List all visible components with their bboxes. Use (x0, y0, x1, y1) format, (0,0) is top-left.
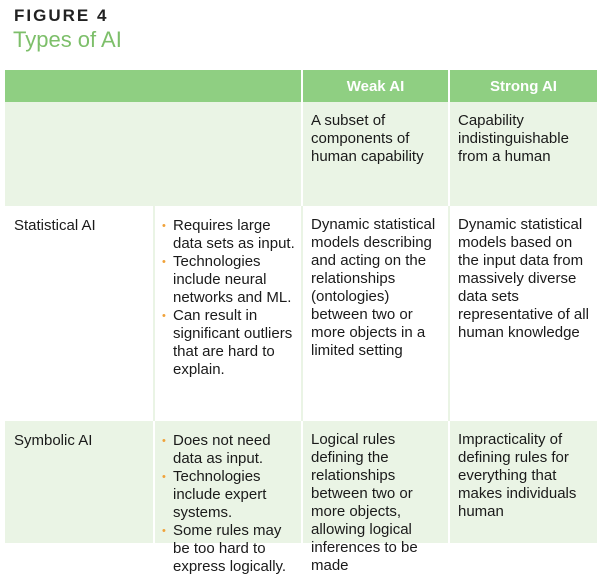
figure-title: Types of AI (13, 27, 122, 52)
row-label-cell (5, 421, 153, 543)
list-item: • Requires large data sets as input. (155, 217, 301, 253)
row-label-statistical-ai: Statistical AI (14, 217, 96, 234)
definition-strong-text: Capability indistinguishable from a human (458, 112, 569, 165)
weak-ai-cell (303, 421, 448, 574)
bullets-cell (155, 421, 301, 575)
definition-weak-cell (303, 102, 448, 206)
table-row-statistical-ai (5, 206, 597, 421)
list-item: • Does not need data as input. (155, 432, 301, 468)
bullets-cell (155, 206, 301, 421)
statistical-strong-text: Dynamic statistical models based on the input data from massively diverse data sets representative of all human knowledge (458, 216, 589, 341)
table-row-symbolic-ai (5, 421, 597, 575)
header-cell-weak-ai (303, 70, 448, 102)
symbolic-strong-text: Impracticality of defining rules for everything that makes individuals human (458, 431, 577, 520)
header-weak-ai: Weak AI (346, 77, 405, 95)
strong-ai-cell (450, 206, 597, 421)
row-label-cell (5, 206, 153, 421)
symbolic-weak-text: Logical rules defining the relationships between two or more objects, allowing logical inferences to be made (311, 431, 418, 574)
definition-weak-text: A subset of components of human capability (311, 112, 424, 165)
list-item: • Technologies include expert systems. (155, 468, 301, 522)
statistical-weak-text: Dynamic statistical models describing and acting on the relationships (ontologies) between two or more objects in a limited setting (311, 216, 436, 359)
list-item: • Some rules may be too hard to express logically. (155, 522, 301, 576)
table-header-row (5, 70, 597, 102)
figure-label: FIGURE 4 (14, 6, 109, 25)
header-strong-ai: Strong AI (490, 77, 557, 95)
strong-ai-cell (450, 421, 597, 543)
list-item: • Can result in significant outliers that are hard to explain. (155, 307, 301, 379)
definition-row (5, 102, 597, 206)
bullet-list-symbolic-ai (155, 421, 301, 576)
header-cell-blank (5, 70, 301, 102)
row-label-symbolic-ai: Symbolic AI (14, 432, 93, 449)
weak-ai-cell (303, 206, 448, 421)
bullet-list-statistical-ai (155, 206, 301, 379)
definition-label-cell (5, 102, 301, 206)
types-of-ai-table (5, 70, 597, 575)
header-cell-strong-ai (450, 70, 597, 102)
definition-strong-cell (450, 102, 597, 206)
list-item: • Technologies include neural networks and ML. (155, 253, 301, 307)
